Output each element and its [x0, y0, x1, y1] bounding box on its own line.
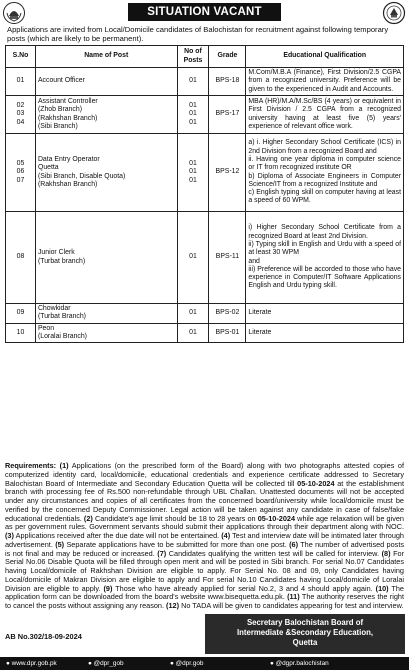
cell-grade: BPS-18 — [209, 68, 246, 96]
posts-line: 01 — [189, 328, 197, 336]
page-title: SITUATION VACANT — [128, 3, 281, 21]
signature-line: Intermediate &Secondary Education, — [236, 628, 374, 637]
qualification-line: ii. Having one year diploma in computer science or IT from recognized institute OR — [248, 155, 401, 172]
signature-box — [205, 614, 405, 654]
requirement-text: while age relaxation will be given as per government rules. Government servants should submit their applications through their department along with NOC. — [5, 513, 404, 532]
post-line: (Sibi Branch) — [37, 122, 78, 130]
cell-posts — [177, 68, 209, 96]
posts-line: 01 — [189, 253, 197, 261]
cell-grade: BPS-17 — [209, 96, 246, 134]
cell-posts — [177, 323, 209, 343]
header-grade: Grade — [209, 46, 246, 68]
sno-line: 07 — [16, 176, 25, 184]
cell-posts — [177, 96, 209, 134]
requirement-number: (2) — [83, 513, 93, 523]
cell-grade: BPS-01 — [209, 323, 246, 343]
post-line: (Zhob Branch) — [37, 106, 82, 114]
requirement-number: (8) — [381, 548, 391, 558]
signature-line: Quetta — [292, 638, 318, 647]
post-line: Peon — [37, 324, 55, 332]
posts-line: 01 — [189, 77, 197, 85]
requirement-text: Separate applications have to be submitted for more than one post. — [66, 539, 287, 549]
cell-qualification — [246, 323, 404, 343]
cell-sno — [6, 304, 36, 324]
post-line: Quetta — [37, 164, 59, 172]
requirement-number: (7) — [157, 548, 167, 558]
cell-post — [35, 323, 177, 343]
requirements — [5, 462, 404, 611]
cell-qualification — [246, 212, 404, 304]
sno-line: 08 — [16, 253, 25, 261]
cell-qualification — [246, 134, 404, 212]
post-line: Chowkidar — [37, 305, 71, 312]
cell-qualification — [246, 68, 404, 96]
requirement-number: (3) — [5, 531, 14, 540]
cell-posts — [177, 134, 209, 212]
footer-website[interactable]: ● www.dpr.gob.pk — [6, 660, 57, 667]
qualification-line: M.Com/M.B.A (Finance), First Division/2.5 CGPA from a recognized university. Preference will be given to the experienced in Audit and Accounts. — [248, 69, 401, 93]
qualification-line: Literate — [248, 328, 272, 336]
board-seal-icon — [382, 1, 406, 25]
intro-text: Applications are invited from Local/Domicile candidates of Balochistan for recruitment against following temporary posts (which are likely to be permanent). — [7, 25, 389, 43]
requirement-number: (12) — [166, 601, 180, 610]
requirements-heading: Requirements: — [5, 461, 57, 470]
sno-line: 09 — [16, 309, 25, 317]
balochistan-emblem-icon — [2, 1, 26, 25]
sno-line: 01 — [16, 77, 25, 85]
post-line: (Loralai Branch) — [37, 332, 87, 340]
cell-qualification — [246, 304, 404, 324]
cell-posts — [177, 304, 209, 324]
qualification-line: and — [248, 257, 260, 265]
table-row — [6, 304, 404, 324]
post-line: Assistant Controller — [37, 97, 98, 105]
footer-social-2[interactable]: ● @dpr.gob — [170, 660, 204, 667]
ad-number: AB No.302/18-09-2024 — [5, 632, 82, 641]
header — [0, 0, 409, 24]
post-line: (Turbat Branch) — [37, 313, 86, 321]
sno-line: 10 — [16, 328, 25, 336]
post-line: (Sibi Branch, Disable Quota) — [37, 172, 126, 180]
requirement-number: (9) — [103, 583, 113, 593]
sno-line: 02 — [16, 102, 25, 110]
sno-line: 04 — [16, 118, 25, 126]
table-row — [6, 68, 404, 96]
cell-post — [35, 304, 177, 324]
cell-sno — [6, 68, 36, 96]
requirement-text: The number of advertised posts is not final and may be reduced or increased. — [5, 539, 405, 558]
requirement-number: (10) — [375, 583, 389, 593]
requirement-number: (4) — [221, 531, 231, 540]
qualification-line: c) English typing skill on computer having at least a speed of 60 WPM. — [248, 189, 401, 205]
requirement-number: (11) — [287, 592, 300, 602]
requirement-text: No TADA will be given to candidates appearing for test and interview. — [181, 601, 404, 610]
cell-sno — [6, 134, 36, 212]
requirement-text: Candidate's age limit should be 18 to 28 years on — [94, 513, 258, 523]
posts-line: 01 — [189, 176, 197, 184]
cell-post — [35, 134, 177, 212]
table-body — [6, 68, 404, 343]
requirement-number: (5) — [55, 539, 65, 549]
posts-line: 01 — [189, 110, 197, 118]
requirement-date: 05-10-2024 — [297, 478, 335, 488]
requirement-text: The authority reserves the right to cancel the posts without assigning any reason. — [5, 592, 404, 610]
cell-post — [35, 68, 177, 96]
cell-grade: BPS-02 — [209, 304, 246, 324]
header-sno: S.No — [6, 46, 36, 68]
qualification-line: b) Diploma of Associate Engineers in Computer Science/IT from a recognized Institute and — [248, 172, 401, 188]
requirement-date: 05-10-2024 — [257, 513, 296, 523]
footer — [0, 657, 409, 670]
cell-post — [35, 212, 177, 304]
table-header-row — [6, 46, 404, 68]
signature-line: Secretary Balochistan Board of — [246, 618, 364, 627]
cell-grade: BPS-11 — [209, 212, 246, 304]
post-line: Data Entry Operator — [37, 155, 100, 163]
cell-posts — [177, 212, 209, 304]
requirement-text: Applications (on the prescribed form of the Board) along with two photographs attested copies of computerized identity card, local/domicile, educational credentials and experience certificate addressed to Secretary Balochistan Board of Intermediate and Secondary Education Quetta will be collected till — [5, 461, 405, 488]
posts-line: 01 — [189, 309, 197, 317]
requirement-text: Candidates qualifying the written test will be called for interview. — [168, 548, 380, 558]
posts-table — [5, 45, 404, 343]
cell-sno — [6, 212, 36, 304]
cell-grade: BPS-12 — [209, 134, 246, 212]
post-line: Junior Clerk — [37, 249, 75, 257]
post-line: (Turbat branch) — [37, 257, 86, 265]
qualification-line: a) i. Higher Secondary School Certificate (ICS) in 2nd Division from a recognized Board and — [248, 139, 401, 155]
header-qualification: Educational Qualification — [246, 46, 404, 68]
qualification-line: iii) Preference will be accorded to those who have experience in Computer/IT Software Applications English and Urdu typing skill. — [248, 265, 401, 290]
cell-sno — [6, 96, 36, 134]
requirement-text: Those who have already applied for serial No.2, 3 and 4 should apply again. — [115, 583, 373, 593]
table-row — [6, 96, 404, 134]
qualification-line: Literate — [248, 309, 272, 317]
qualification-line: i) Higher Secondary School Certificate from a recognized Board at least 2nd Division. — [248, 224, 401, 240]
requirement-text: The application form can be downloaded from the board's website www.bisequetta.edu.pk. — [5, 583, 404, 602]
sno-line: 06 — [16, 168, 25, 176]
qualification-line: MBA (HR)/M.A/M.Sc/BS (4 years) or equivalent in First Division / 2.5 CGPA from a recognized university having at least five (5) years' experience of relevant office work. — [248, 97, 401, 130]
table-row — [6, 134, 404, 212]
cell-sno — [6, 323, 36, 343]
requirement-number: (1) — [59, 461, 69, 470]
post-line: Account Officer — [37, 77, 85, 85]
posts-line: 01 — [189, 168, 197, 176]
requirement-text: For Serial No.06 Disable Quota will be filled through open merit and will be posted in Sibi branch. For serial No.07 Candidates having Local/domicile of Rakhshan Division are eligible to apply. For Serial No. 08 and 09, only Candidates having Local/domicile of Makran Division are eligible to apply and For serial No.10 Candidates having Local/domicile of Loralai Division are eligible to apply. — [5, 548, 405, 593]
table-row — [6, 212, 404, 304]
cell-post — [35, 96, 177, 134]
posts-line: 01 — [189, 160, 197, 168]
post-line: (Rakhshan Branch) — [37, 114, 98, 122]
requirement-text: Test and interview date will be intimated later through advertisement. — [5, 531, 404, 549]
requirement-text: Applications received after the due date will not be entertained. — [15, 531, 220, 540]
qualification-line: ii) Typing skill in English and Urdu with a speed of at least 30 WPM — [248, 240, 401, 257]
cell-qualification — [246, 96, 404, 134]
requirement-number: (6) — [289, 539, 299, 549]
posts-line: 01 — [189, 118, 197, 126]
header-posts: No of Posts — [177, 46, 209, 68]
post-line: (Rakhshan Branch) — [37, 180, 98, 188]
sno-line: 05 — [16, 160, 25, 168]
sno-line: 03 — [16, 110, 25, 118]
requirement-text: at the establishment branch with processing fee of Rs.500 non-refundable through UBL Challan. Unattested documents will not be accepted under any circumstances and copies of all certificates from the concerned board/university while local/domicile must be verified by the concerned Deputy Commissioner. Legal action will be taken against any candidate in case of false/fake educational credentials. — [5, 478, 404, 523]
posts-line: 01 — [189, 102, 197, 110]
footer-social-3[interactable]: ● @dgpr.balochistan — [270, 660, 329, 667]
header-post: Name of Post — [35, 46, 177, 68]
table-row — [6, 323, 404, 343]
footer-social-1[interactable]: ● @dpr_gob — [88, 660, 124, 667]
